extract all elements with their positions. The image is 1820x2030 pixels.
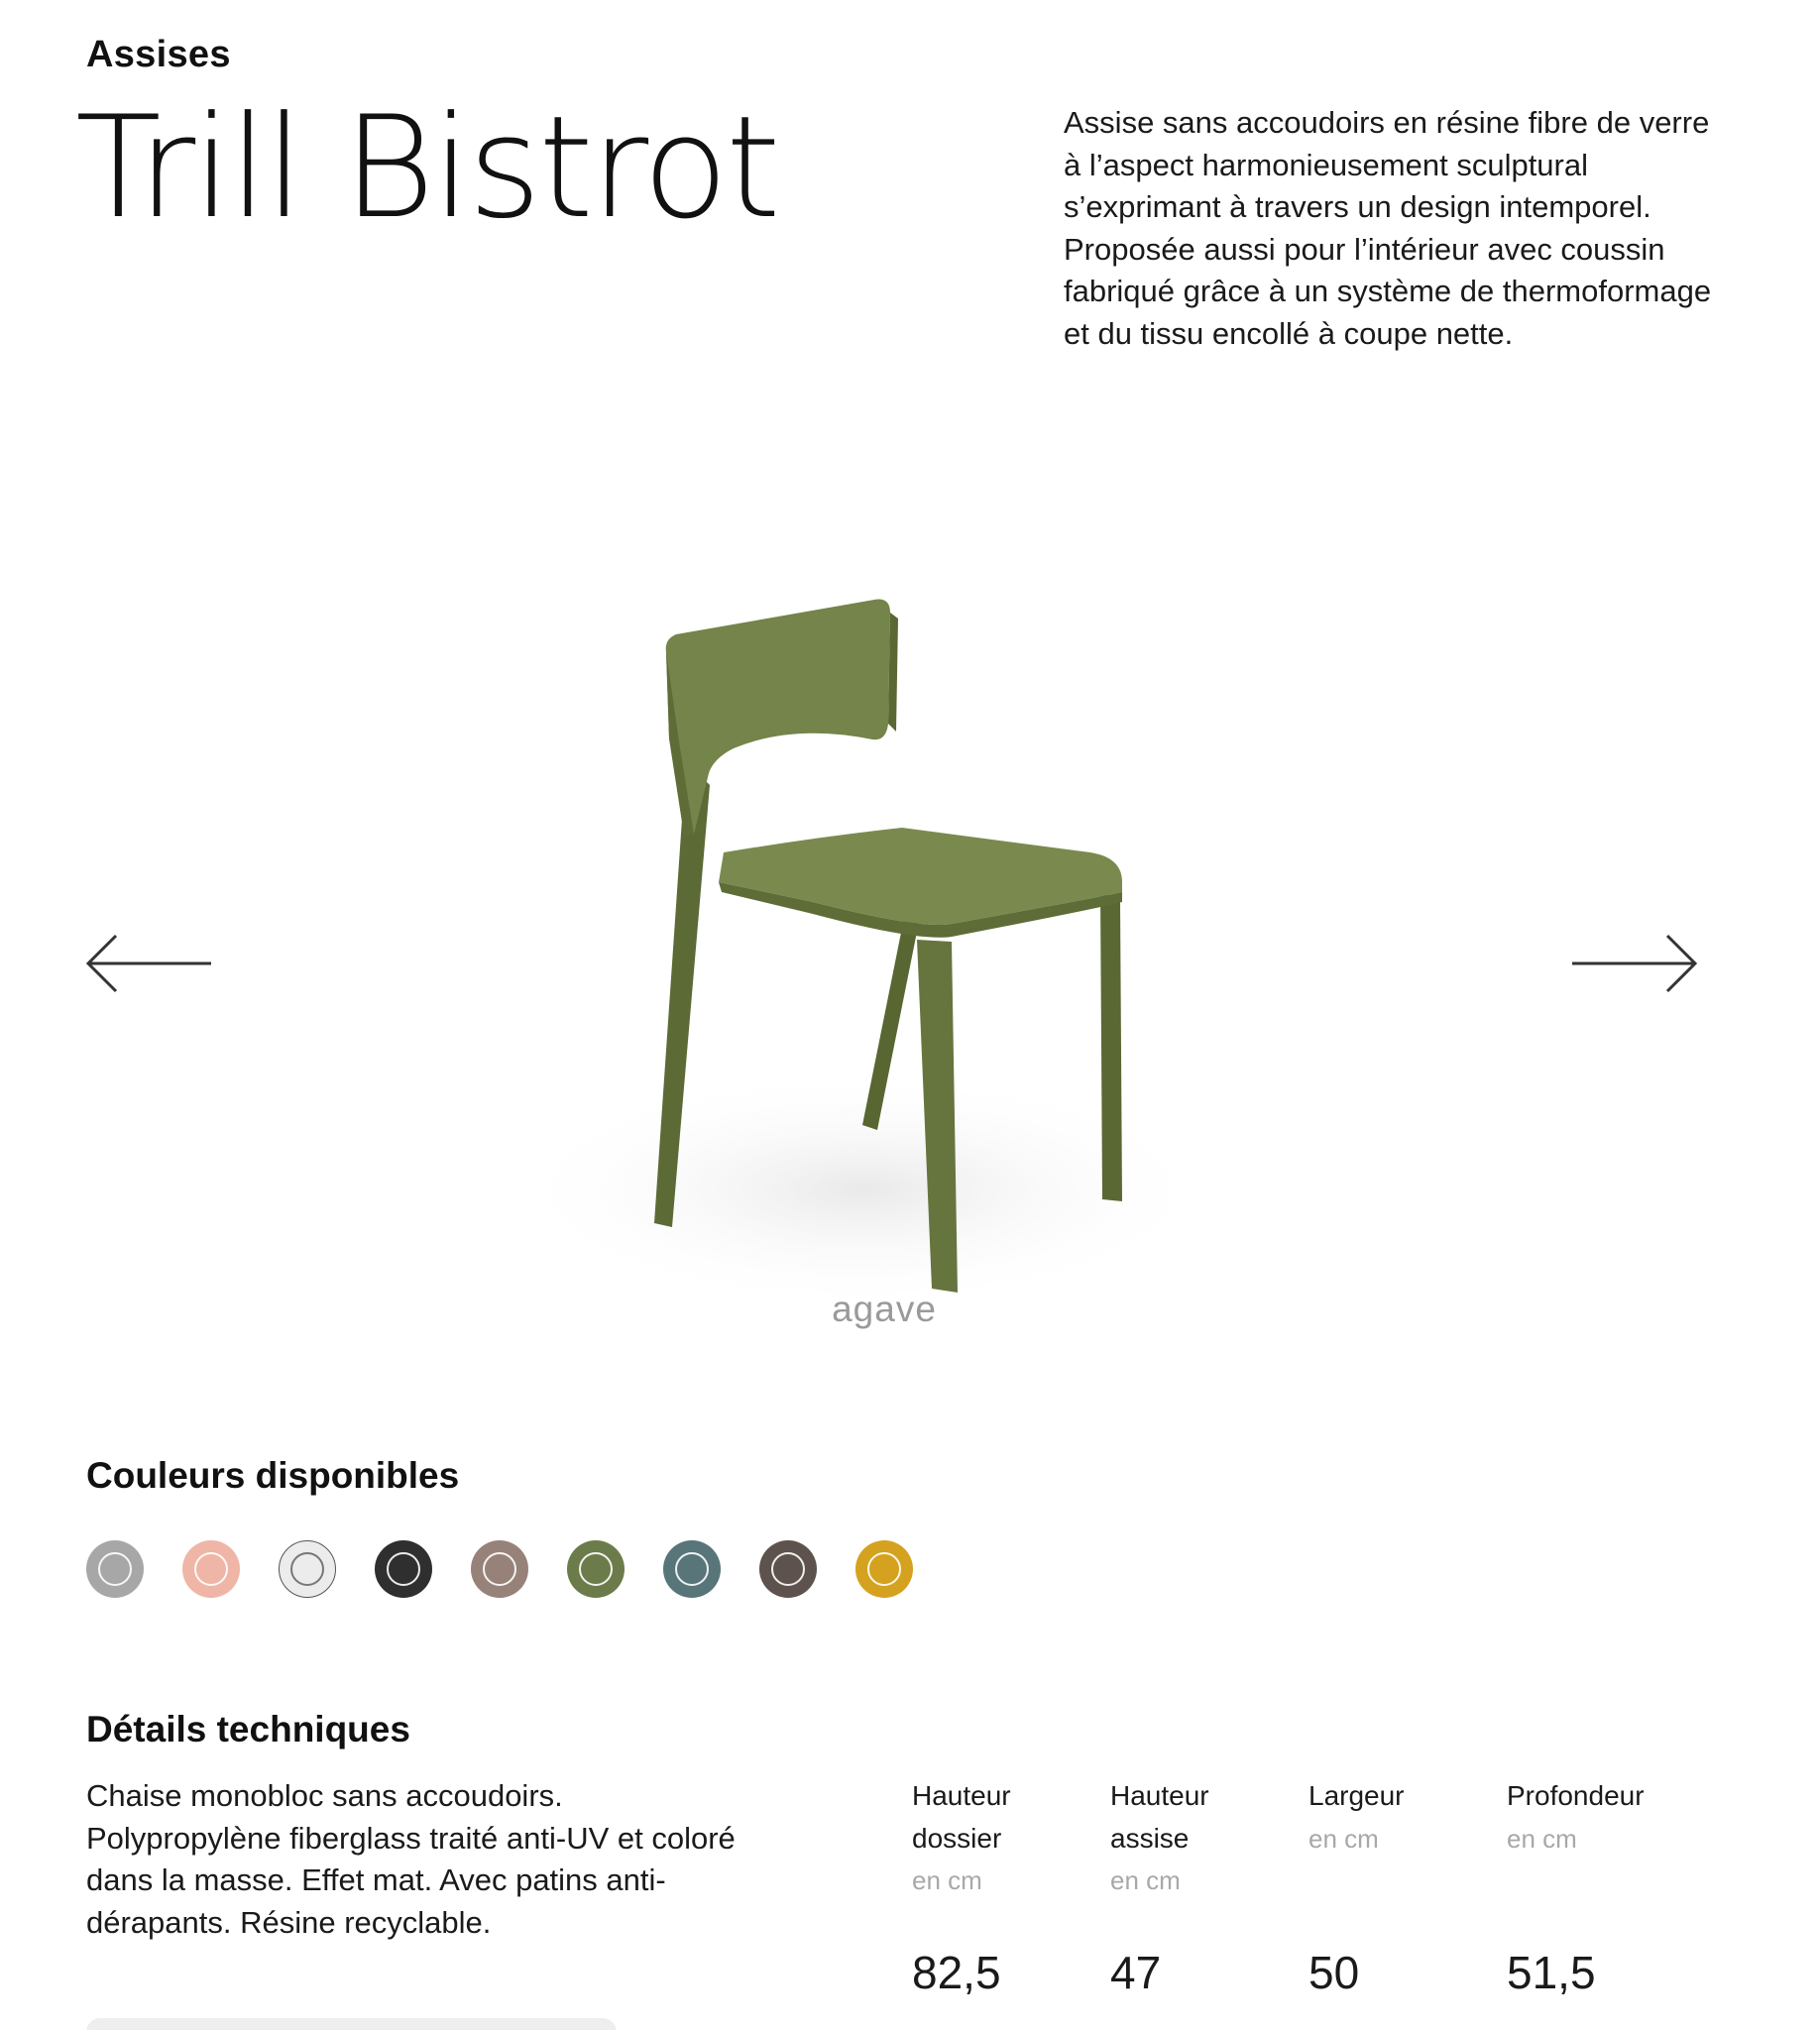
color-swatch[interactable]: [279, 1540, 336, 1598]
gallery-prev-button[interactable]: [84, 932, 215, 995]
page-title: Trill Bistrot: [75, 86, 778, 250]
product-gallery: [0, 535, 1820, 1408]
colors-section-title: Couleurs disponibles: [86, 1455, 460, 1496]
dimension-label: Hauteur dossier: [912, 1780, 1011, 1854]
color-swatch[interactable]: [182, 1540, 240, 1598]
dimension-unit: en cm: [1308, 1823, 1379, 1854]
dimension-label: Hauteur assise: [1110, 1780, 1209, 1854]
color-swatch[interactable]: [855, 1540, 913, 1598]
dimension-width: [1308, 1775, 1507, 2013]
technical-description: Chaise monobloc sans accoudoirs. Polypropylène fiberglass traité anti-UV et coloré dans la masse. Effet mat. Avec patins anti-dérapants. Résine recyclable.: [86, 1778, 736, 1940]
dimension-backrest-height: [912, 1775, 1110, 2013]
dimension-value: 82,5: [912, 1947, 1001, 1998]
color-swatch[interactable]: [375, 1540, 432, 1598]
color-swatch[interactable]: [86, 1540, 144, 1598]
dimensions-table: [912, 1775, 1705, 2013]
dimension-value: 51,5: [1507, 1947, 1596, 1998]
technical-section-title: Détails techniques: [86, 1709, 410, 1749]
color-swatch[interactable]: [663, 1540, 721, 1598]
dimension-label: Largeur: [1308, 1780, 1405, 1811]
dimension-label: Profondeur: [1507, 1780, 1645, 1811]
color-swatch-list: [86, 1540, 913, 1598]
gallery-next-button[interactable]: [1568, 932, 1699, 995]
selected-color-label: agave: [832, 1289, 937, 1329]
dimension-unit: en cm: [912, 1865, 982, 1895]
dimension-depth: [1507, 1775, 1705, 2013]
download-button[interactable]: [86, 2018, 617, 2030]
color-swatch[interactable]: [567, 1540, 625, 1598]
category-label: Assises: [86, 34, 231, 75]
dimension-unit: en cm: [1110, 1865, 1181, 1895]
dimension-value: 50: [1308, 1947, 1360, 1998]
dimension-seat-height: [1110, 1775, 1308, 2013]
arrow-right-icon: [1568, 932, 1699, 995]
product-image: [515, 575, 1229, 1318]
color-swatch[interactable]: [471, 1540, 528, 1598]
dimension-unit: en cm: [1507, 1823, 1577, 1854]
dimension-value: 47: [1110, 1947, 1162, 1998]
arrow-left-icon: [84, 932, 215, 995]
color-swatch[interactable]: [759, 1540, 817, 1598]
product-description: Assise sans accoudoirs en résine fibre de verre à l’aspect harmonieusement sculptural s’exprimant à travers un design intemporel. Proposée aussi pour l’intérieur avec coussin fabriqué grâce à un système de thermoformage et du tissu encollé à coupe nette.: [1064, 105, 1712, 351]
